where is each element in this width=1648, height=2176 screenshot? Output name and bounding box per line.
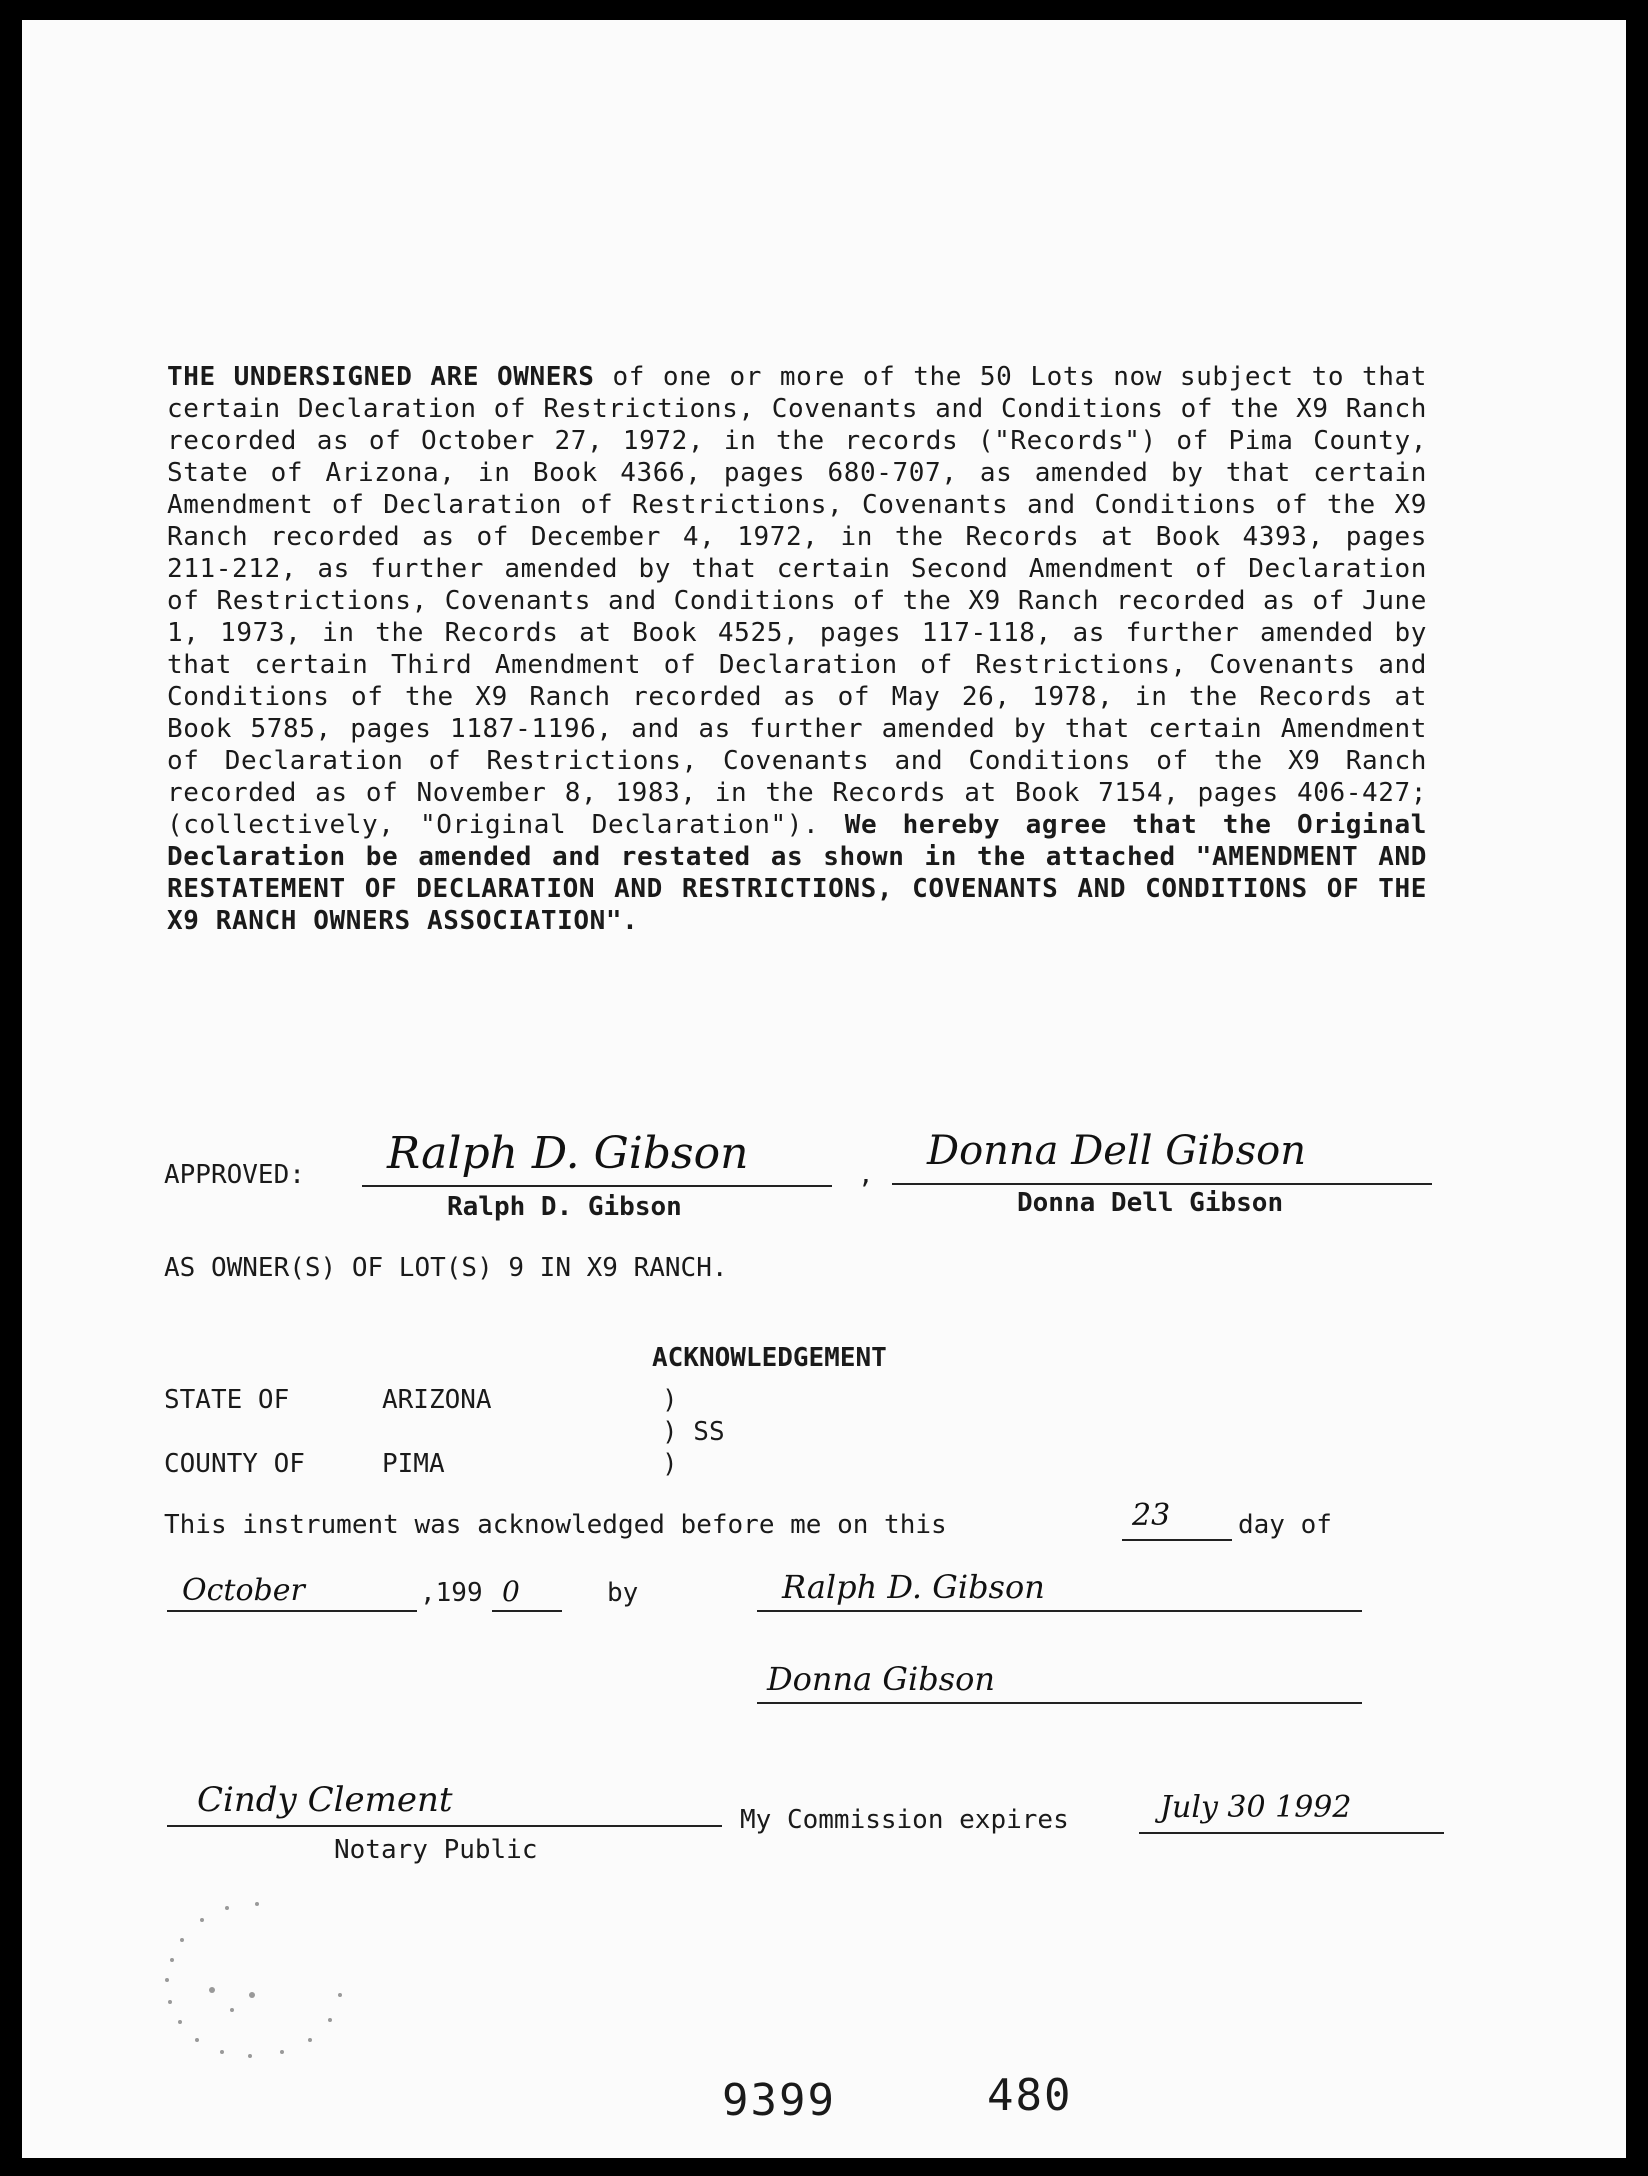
by-signature-2: Donna Gibson <box>767 1660 995 1698</box>
month-line <box>167 1610 417 1612</box>
by-line-2 <box>757 1702 1362 1704</box>
signer2-name: Donna Dell Gibson <box>1017 1188 1284 1218</box>
day-of-text: day of <box>1238 1510 1332 1540</box>
declaration-paragraph <box>167 361 1427 937</box>
signature-line-1 <box>362 1185 832 1187</box>
state-label: STATE OF <box>164 1385 290 1415</box>
year-prefix: ,199 <box>420 1578 483 1608</box>
county-label: COUNTY OF <box>164 1449 305 1479</box>
notary-seal-icon <box>142 1880 372 2080</box>
signature-donna-gibson: Donna Dell Gibson <box>927 1128 1307 1174</box>
instrument-text: This instrument was acknowledged before me on this <box>164 1510 947 1540</box>
commission-date: July 30 1992 <box>1160 1790 1352 1825</box>
signature-line-2 <box>892 1183 1432 1185</box>
state-value: ARIZONA <box>382 1385 492 1415</box>
paren-ss: ) SS <box>662 1417 725 1447</box>
by-signature-1: Ralph D. Gibson <box>782 1568 1045 1606</box>
commission-label: My Commission expires <box>740 1805 1069 1835</box>
by-text: by <box>607 1578 639 1608</box>
notary-label: Notary Public <box>334 1835 538 1865</box>
day-handwritten: 23 <box>1132 1498 1171 1533</box>
recording-book-number: 9399 <box>722 2075 836 2126</box>
approved-label: APPROVED: <box>164 1160 305 1190</box>
commission-line <box>1139 1832 1444 1834</box>
paren-3: ) <box>662 1449 678 1479</box>
owner-line: AS OWNER(S) OF LOT(S) 9 IN X9 RANCH. <box>164 1253 728 1283</box>
lead-bold-text: THE UNDERSIGNED ARE OWNERS <box>167 362 595 392</box>
notary-signature: Cindy Clement <box>197 1780 453 1820</box>
day-line <box>1122 1539 1232 1541</box>
year-line <box>492 1610 562 1612</box>
signature-ralph-gibson: Ralph D. Gibson <box>387 1128 749 1179</box>
body-text: of one or more of the 50 Lots now subject to that certain Declaration of Restrictions, Covenants and Conditions of the X9 Ranch recorded as of October 27, 1972, in the records ("Records") of Pima County, State of Arizona, in Book 4366, pages 680-707, as amended by that certain Amendment of Declaration of Restrictions, Covenants and Conditions of the X9 Ranch recorded as of December 4, 1972, in the Records at Book 4393, pages 211-212, as further amended by that certain Second Amendment of Declaration of Restrictions, Covenants and Conditions of the X9 Ranch recorded as of June 1, 1973, in the Records at Book 4525, pages 117-118, as further amended by that certain Third Amendment of Declaration of Restrictions, Covenants and Conditions of the X9 Ranch recorded as of May 26, 1978, in the Records at Book 5785, pages 1187-1196, and as further amended by that certain Amendment of Declaration of Restrictions, Covenants and Conditions of the X9 Ranch recorded as of November 8, 1983, in the Records at Book 7154, pages 406-427; (collectively, "Original Declaration"). <box>167 362 1427 840</box>
notary-line <box>167 1825 722 1827</box>
signer1-name: Ralph D. Gibson <box>447 1192 682 1222</box>
paren-1: ) <box>662 1385 678 1415</box>
month-handwritten: October <box>182 1573 305 1608</box>
recording-page-number: 480 <box>987 2070 1073 2121</box>
county-value: PIMA <box>382 1449 445 1479</box>
acknowledgement-heading: ACKNOWLEDGEMENT <box>652 1343 887 1373</box>
closing-bold-text: We hereby agree that the Original Declaration be amended and restated as shown in the attached "AMENDMENT AND RESTATEMENT OF DECLARATION AND RESTRICTIONS, COVENANTS AND CONDITIONS OF THE X9 RANCH OWNERS ASSOCIATION". <box>167 810 1427 936</box>
document-page <box>22 20 1626 2158</box>
year-digit: 0 <box>502 1575 520 1608</box>
by-line-1 <box>757 1610 1362 1612</box>
signature-separator: , <box>858 1160 874 1190</box>
